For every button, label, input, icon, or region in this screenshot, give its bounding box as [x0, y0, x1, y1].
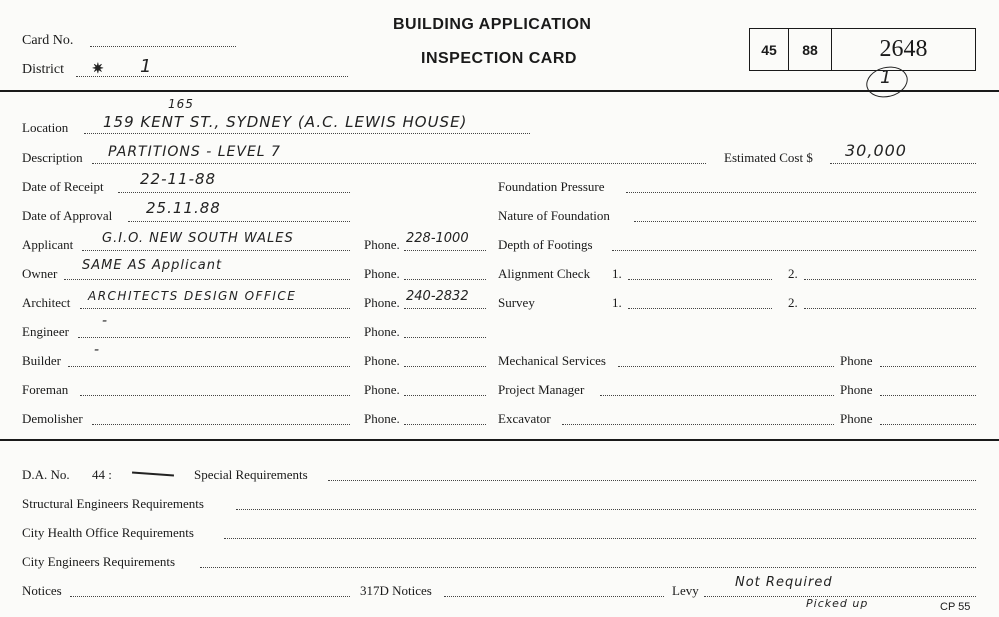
- engineer-label: Engineer: [22, 324, 69, 339]
- engineer-phone-line: [404, 337, 486, 338]
- applicant-label: Applicant: [22, 237, 74, 252]
- survey-line-2: [804, 308, 976, 309]
- engineer-line: [78, 337, 350, 338]
- demolisher-phone-label: Phone.: [364, 411, 400, 426]
- form-code: CP 55: [940, 601, 971, 613]
- nature-foundation-label: Nature of Foundation: [498, 208, 610, 223]
- special-req-line: [328, 480, 976, 481]
- foundation-pressure-label: Foundation Pressure: [498, 179, 605, 194]
- levy-note: Picked up: [806, 597, 869, 610]
- builder-label: Builder: [22, 353, 61, 368]
- applicant-phone-line: [404, 250, 486, 251]
- location-value: 159 KENT ST., SYDNEY (A.C. LEWIS HOUSE): [103, 113, 468, 131]
- da-no-value: 44 :: [92, 467, 112, 482]
- builder-line: [68, 366, 350, 367]
- special-req-label: Special Requirements: [194, 467, 308, 482]
- mechanical-phone-line: [880, 366, 976, 367]
- structural-req-label: Structural Engineers Requirements: [22, 496, 204, 511]
- applicant-phone-label: Phone.: [364, 237, 400, 252]
- survey-line-1: [628, 308, 772, 309]
- date-approval-line: [128, 221, 350, 222]
- architect-phone-value: 240-2832: [406, 289, 469, 304]
- survey-label: Survey: [498, 295, 535, 310]
- estimated-cost-value: 30,000: [845, 141, 907, 160]
- applicant-phone-value: 228-1000: [406, 231, 469, 246]
- date-receipt-line: [118, 192, 350, 193]
- mechanical-phone-label: Phone: [840, 353, 873, 368]
- district-line: [76, 76, 348, 77]
- demolisher-label: Demolisher: [22, 411, 83, 426]
- architect-line: [80, 308, 350, 309]
- notices-317d-line: [444, 596, 664, 597]
- depth-footings-line: [612, 250, 976, 251]
- excavator-phone-line: [880, 424, 976, 425]
- location-line: [84, 133, 530, 134]
- foundation-pressure-line: [626, 192, 976, 193]
- health-req-label: City Health Office Requirements: [22, 525, 194, 540]
- demolisher-line: [92, 424, 350, 425]
- owner-line: [64, 279, 350, 280]
- year-box-45: 45: [749, 28, 789, 71]
- builder-value: -: [94, 342, 101, 358]
- location-correction: 165: [168, 97, 194, 111]
- description-line: [92, 163, 706, 164]
- demolisher-phone-line: [404, 424, 486, 425]
- excavator-label: Excavator: [498, 411, 551, 426]
- project-manager-label: Project Manager: [498, 382, 585, 397]
- alignment-num-1: 1.: [612, 266, 622, 281]
- description-label: Description: [22, 150, 83, 165]
- date-receipt-label: Date of Receipt: [22, 179, 104, 194]
- mid-divider: [0, 439, 999, 441]
- foreman-phone-line: [404, 395, 486, 396]
- city-eng-req-label: City Engineers Requirements: [22, 554, 176, 569]
- location-label: Location: [22, 120, 69, 135]
- foreman-line: [80, 395, 350, 396]
- city-eng-req-line: [200, 567, 976, 568]
- date-approval-label: Date of Approval: [22, 208, 113, 223]
- year-box-88: 88: [788, 28, 832, 71]
- owner-phone-line: [404, 279, 486, 280]
- da-no-label: D.A. No.: [22, 467, 70, 482]
- estimated-cost-line: [830, 163, 976, 164]
- nature-foundation-line: [634, 221, 976, 222]
- applicant-value: G.I.O. NEW SOUTH WALES: [102, 231, 294, 246]
- alignment-line-2: [804, 279, 976, 280]
- card-no-line: [90, 46, 236, 47]
- builder-phone-line: [404, 366, 486, 367]
- alignment-num-2: 2.: [788, 266, 798, 281]
- levy-value: Not Required: [735, 575, 833, 590]
- structural-req-line: [236, 509, 976, 510]
- alignment-check-label: Alignment Check: [498, 266, 591, 281]
- header-divider: [0, 90, 999, 92]
- district-value: 1: [140, 56, 153, 77]
- architect-value: ARCHITECTS DESIGN OFFICE: [88, 289, 297, 303]
- applicant-line: [82, 250, 350, 251]
- circled-number: 1: [880, 67, 893, 88]
- engineer-phone-label: Phone.: [364, 324, 400, 339]
- estimated-cost-label: Estimated Cost $: [724, 150, 813, 165]
- foreman-phone-label: Phone.: [364, 382, 400, 397]
- foreman-label: Foreman: [22, 382, 69, 397]
- owner-value: SAME AS Applicant: [82, 258, 223, 273]
- notices-line: [70, 596, 350, 597]
- description-value: PARTITIONS - LEVEL 7: [108, 144, 281, 160]
- owner-label: Owner: [22, 266, 58, 281]
- card-title-line1: BUILDING APPLICATION: [393, 16, 592, 33]
- excavator-phone-label: Phone: [840, 411, 873, 426]
- date-approval-value: 25.11.88: [146, 199, 221, 217]
- application-number-box: 2648: [831, 28, 976, 71]
- architect-phone-label: Phone.: [364, 295, 400, 310]
- district-scribble-icon: ✷: [92, 62, 104, 77]
- da-dash-mark: [132, 472, 174, 477]
- survey-num-1: 1.: [612, 295, 622, 310]
- levy-label: Levy: [672, 583, 699, 598]
- health-req-line: [224, 538, 976, 539]
- date-receipt-value: 22-11-88: [140, 170, 217, 188]
- engineer-value: -: [102, 313, 109, 329]
- mechanical-label: Mechanical Services: [498, 353, 606, 368]
- owner-phone-label: Phone.: [364, 266, 400, 281]
- district-label: District: [22, 62, 64, 77]
- card-no-label: Card No.: [22, 33, 74, 48]
- notices-317d-label: 317D Notices: [360, 583, 432, 598]
- project-manager-phone-label: Phone: [840, 382, 873, 397]
- notices-label: Notices: [22, 583, 62, 598]
- project-manager-line: [600, 395, 834, 396]
- card-title-line2: INSPECTION CARD: [421, 50, 577, 67]
- architect-label: Architect: [22, 295, 71, 310]
- builder-phone-label: Phone.: [364, 353, 400, 368]
- depth-footings-label: Depth of Footings: [498, 237, 593, 252]
- alignment-line-1: [628, 279, 772, 280]
- architect-phone-line: [404, 308, 486, 309]
- project-manager-phone-line: [880, 395, 976, 396]
- excavator-line: [562, 424, 834, 425]
- mechanical-line: [618, 366, 834, 367]
- survey-num-2: 2.: [788, 295, 798, 310]
